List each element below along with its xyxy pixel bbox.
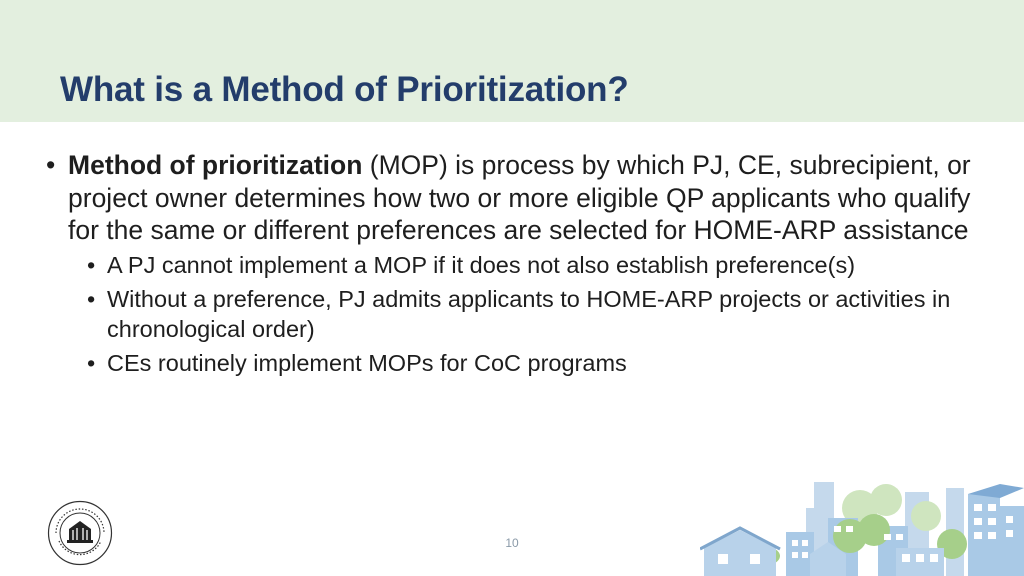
sub-bullet-text: A PJ cannot implement a MOP if it does not also establish preference(s) — [107, 251, 856, 278]
sub-bullet — [46, 349, 976, 379]
sub-bullet — [46, 285, 976, 344]
main-bullet-text: (MOP) is process by which PJ, CE, subrecipient, or project owner determines how two or more eligible QP applicants who qualify for the same or different preferences are selected for HOME-ARP assistance — [68, 150, 971, 245]
sub-bullet — [46, 251, 976, 281]
sub-bullet-list — [46, 251, 976, 379]
cityscape-illustration — [700, 470, 1024, 576]
bullet-marker: • — [87, 350, 96, 376]
slide-body — [46, 149, 976, 384]
hud-seal-logo — [47, 500, 113, 566]
slide-title: What is a Method of Prioritization? — [60, 70, 629, 109]
sub-bullet-text: Without a preference, PJ admits applicants to HOME-ARP projects or activities in chronological order) — [107, 286, 951, 342]
bullet-marker: • — [87, 251, 96, 278]
sub-bullet-text: CEs routinely implement MOPs for CoC programs — [107, 350, 627, 376]
bullet-marker: • — [87, 286, 96, 312]
main-bullet — [46, 149, 976, 247]
bullet-marker: • — [46, 150, 56, 180]
main-bullet-term: Method of prioritization — [68, 150, 363, 180]
page-number: 10 — [505, 536, 519, 550]
